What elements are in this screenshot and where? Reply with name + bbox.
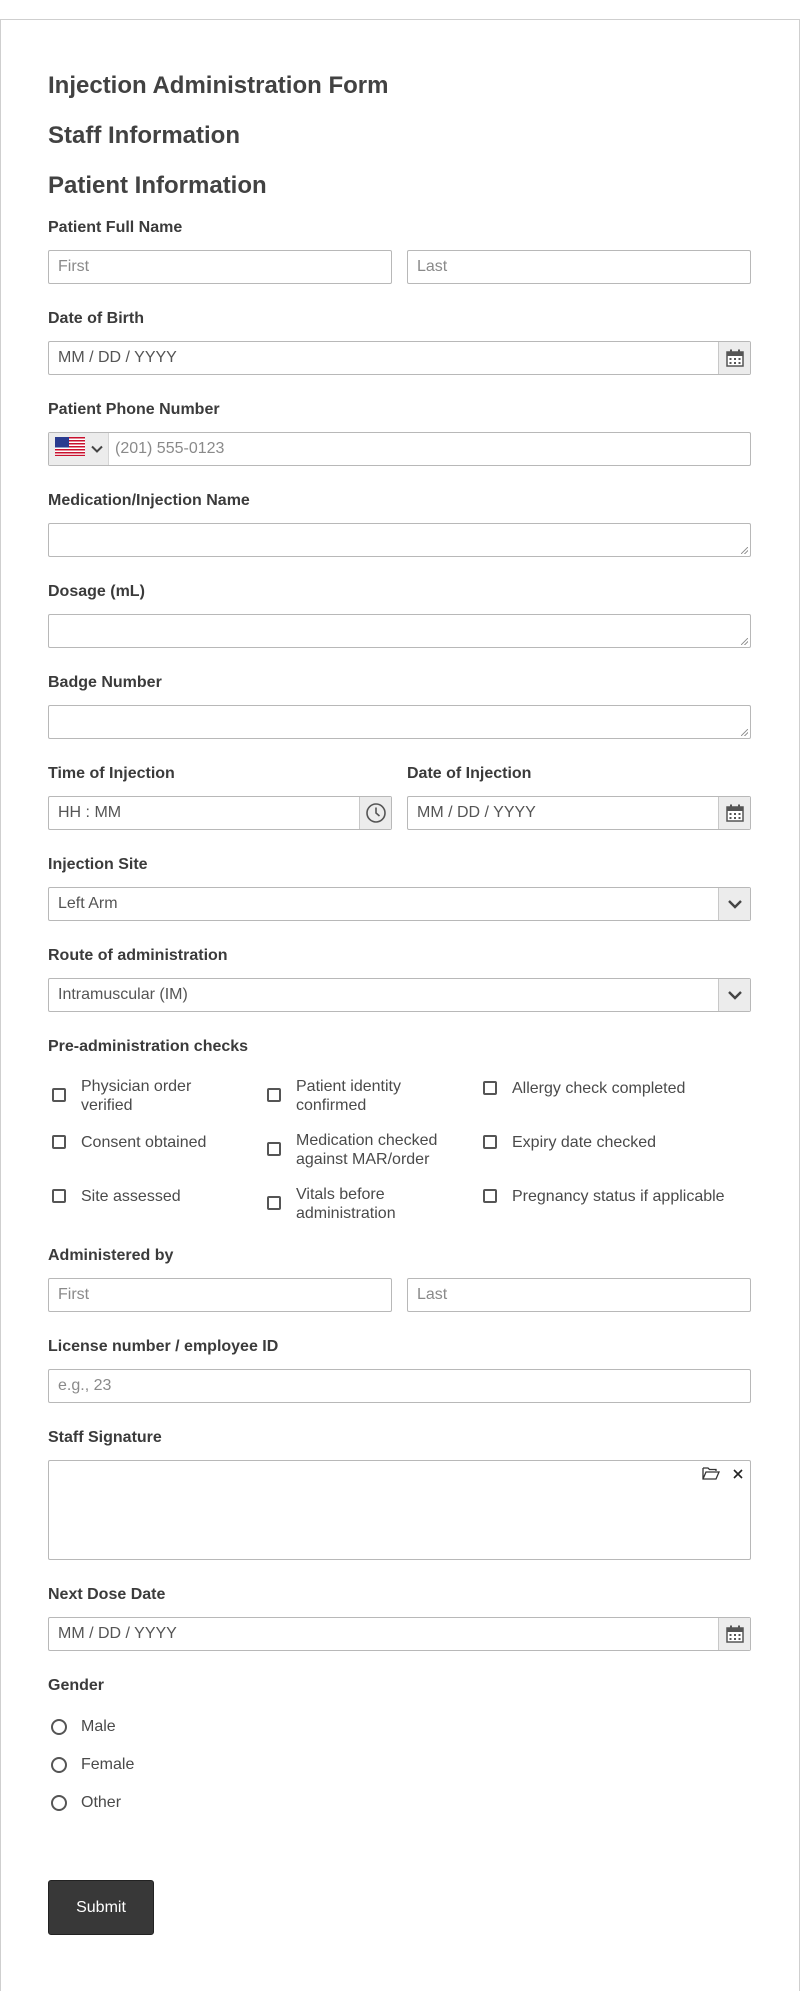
calendar-icon[interactable] (718, 342, 750, 374)
next-dose-label: Next Dose Date (48, 1586, 166, 1603)
phone-placeholder: (201) 555-0123 (115, 440, 225, 457)
checkbox-site-assessed[interactable] (52, 1189, 66, 1203)
patient-first-name-input[interactable] (48, 250, 392, 284)
radio-label-female: Female (81, 1756, 135, 1773)
time-placeholder: HH : MM (58, 804, 122, 821)
calendar-icon[interactable] (718, 797, 750, 829)
check-label-site-assessed: Site assessed (81, 1188, 181, 1205)
time-injection-input[interactable] (48, 796, 392, 830)
section-patient-title: Patient Information (48, 172, 267, 199)
administered-first-placeholder: First (58, 1286, 90, 1303)
administered-first-input[interactable] (48, 1278, 392, 1312)
injection-site-select[interactable] (48, 887, 751, 921)
folder-open-icon[interactable] (702, 1466, 720, 1485)
route-label: Route of administration (48, 947, 228, 964)
administered-last-placeholder: Last (417, 1286, 448, 1303)
radio-label-male: Male (81, 1718, 116, 1735)
checkbox-medication-checked[interactable] (267, 1142, 281, 1156)
section-staff-title: Staff Information (48, 122, 240, 149)
injection-site-value: Left Arm (58, 895, 118, 912)
license-placeholder: e.g., 23 (58, 1377, 112, 1394)
signature-pad[interactable] (48, 1460, 751, 1560)
date-injection-label: Date of Injection (407, 765, 532, 782)
checkbox-consent[interactable] (52, 1135, 66, 1149)
checkbox-physician-order[interactable] (52, 1088, 66, 1102)
check-label-physician-order: Physician order verified (81, 1078, 192, 1114)
checkbox-pregnancy-status[interactable] (483, 1189, 497, 1203)
check-label-consent: Consent obtained (81, 1134, 207, 1151)
check-label-medication-checked: Medication checked against MAR/order (296, 1132, 438, 1168)
check-label-expiry-date: Expiry date checked (512, 1134, 657, 1151)
check-label-pregnancy-status: Pregnancy status if applicable (512, 1188, 725, 1205)
medication-textarea[interactable] (48, 523, 751, 557)
dob-label: Date of Birth (48, 310, 144, 327)
injection-site-label: Injection Site (48, 856, 148, 873)
signature-label: Staff Signature (48, 1429, 162, 1446)
administered-by-label: Administered by (48, 1247, 174, 1264)
calendar-icon[interactable] (718, 1618, 750, 1650)
checkbox-expiry-date[interactable] (483, 1135, 497, 1149)
medication-label: Medication/Injection Name (48, 492, 250, 509)
patient-first-name-placeholder: First (58, 258, 90, 275)
phone-input[interactable] (48, 432, 751, 466)
badge-label: Badge Number (48, 674, 162, 691)
chevron-down-icon[interactable] (718, 979, 750, 1011)
dosage-textarea[interactable] (48, 614, 751, 648)
form-title: Injection Administration Form (48, 72, 389, 99)
clock-icon[interactable] (359, 797, 391, 829)
time-injection-label: Time of Injection (48, 765, 175, 782)
chevron-down-icon[interactable] (718, 888, 750, 920)
checkbox-vitals[interactable] (267, 1196, 281, 1210)
gender-label: Gender (48, 1677, 105, 1694)
next-dose-input[interactable] (48, 1617, 751, 1651)
check-label-vitals: Vitals before administration (296, 1186, 396, 1222)
dosage-label: Dosage (mL) (48, 583, 145, 600)
dob-placeholder: MM / DD / YYYY (58, 349, 177, 366)
us-flag-icon (55, 437, 85, 461)
chevron-down-icon (91, 445, 103, 453)
radio-label-other: Other (81, 1794, 122, 1811)
check-label-allergy-check: Allergy check completed (512, 1080, 686, 1097)
radio-other[interactable] (51, 1795, 67, 1811)
patient-name-label: Patient Full Name (48, 219, 183, 236)
license-label: License number / employee ID (48, 1338, 279, 1355)
phone-label: Patient Phone Number (48, 401, 220, 418)
license-input[interactable] (48, 1369, 751, 1403)
patient-last-name-input[interactable] (407, 250, 751, 284)
next-dose-placeholder: MM / DD / YYYY (58, 1625, 177, 1642)
patient-last-name-placeholder: Last (417, 258, 448, 275)
checks-label: Pre-administration checks (48, 1038, 249, 1055)
country-selector[interactable] (49, 433, 109, 465)
checkbox-patient-identity[interactable] (267, 1088, 281, 1102)
dob-input[interactable] (48, 341, 751, 375)
radio-male[interactable] (51, 1719, 67, 1735)
submit-button[interactable]: Submit (48, 1880, 154, 1935)
date-injection-input[interactable] (407, 796, 751, 830)
close-icon[interactable] (732, 1467, 744, 1485)
route-select[interactable] (48, 978, 751, 1012)
check-label-patient-identity: Patient identity confirmed (296, 1078, 401, 1114)
radio-female[interactable] (51, 1757, 67, 1773)
badge-textarea[interactable] (48, 705, 751, 739)
administered-last-input[interactable] (407, 1278, 751, 1312)
date-injection-placeholder: MM / DD / YYYY (417, 804, 536, 821)
checkbox-allergy-check[interactable] (483, 1081, 497, 1095)
route-value: Intramuscular (IM) (58, 986, 188, 1003)
